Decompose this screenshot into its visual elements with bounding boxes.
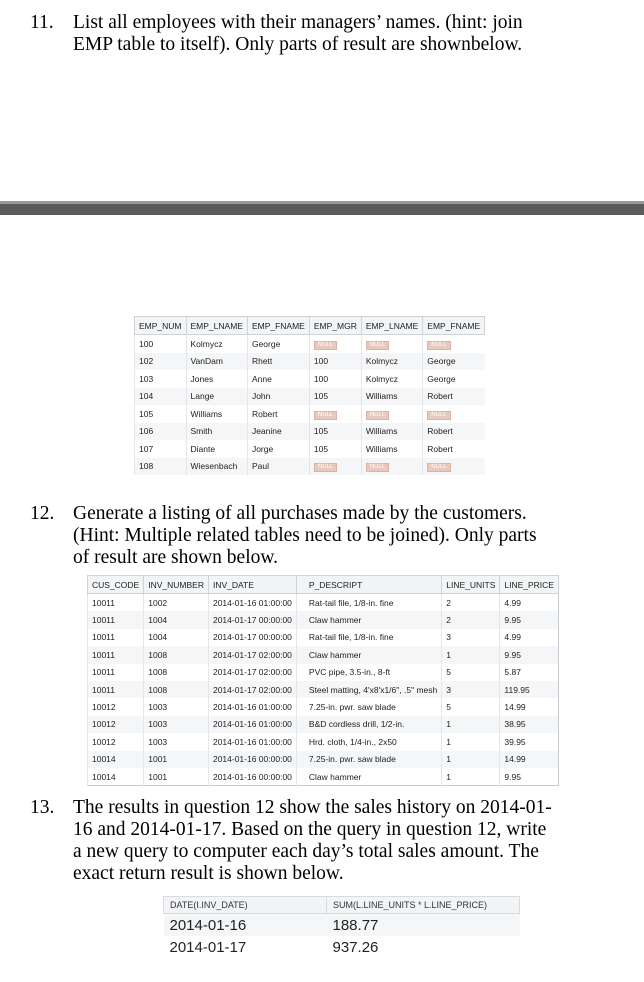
purchases-cell-line-units: 5 — [442, 698, 500, 715]
purchases-table-row — [88, 646, 559, 663]
purchases-header-line-units: LINE_UNITS — [442, 576, 500, 594]
purchases-cell-line-price: 39.95 — [500, 733, 559, 750]
question-12-number: 12. — [30, 503, 55, 524]
emp-table-row — [135, 335, 485, 353]
purchases-cell-inv-number: 1003 — [144, 733, 209, 750]
emp-table-row — [135, 370, 485, 388]
null-badge: NULL — [366, 411, 389, 420]
emp-cell-mgr-lname: Williams — [361, 388, 422, 406]
purchases-cell-inv-date: 2014-01-17 02:00:00 — [208, 646, 296, 663]
purchases-cell-inv-date: 2014-01-16 01:00:00 — [208, 716, 296, 733]
purchases-table-row — [88, 594, 559, 612]
purchases-cell-inv-date: 2014-01-17 02:00:00 — [208, 664, 296, 681]
emp-cell-mgr-lname: Kolmycz — [361, 370, 422, 388]
emp-cell-emp-fname: Anne — [247, 370, 309, 388]
purchases-cell-cus-code: 10011 — [88, 594, 144, 612]
purchases-cell-cus-code: 10012 — [88, 716, 144, 733]
emp-header-emp-lname: EMP_LNAME — [186, 317, 247, 335]
emp-cell-mgr-lname: Williams — [361, 440, 422, 458]
purchases-cell-inv-number: 1004 — [144, 611, 209, 628]
purchases-table-row — [88, 611, 559, 628]
emp-cell-emp-mgr — [309, 458, 361, 476]
emp-cell-emp-lname: Williams — [186, 405, 247, 423]
emp-table-row — [135, 405, 485, 423]
null-badge: NULL — [427, 411, 450, 420]
emp-table-row — [135, 458, 485, 476]
purchases-cell-line-price: 9.95 — [500, 611, 559, 628]
daily-sales-header-date: DATE(I.INV_DATE) — [164, 897, 327, 914]
emp-header-mgr-fname: EMP_FNAME — [423, 317, 485, 335]
purchases-cell-inv-date: 2014-01-16 01:00:00 — [208, 733, 296, 750]
question-11-line-1: List all employees with their managers’ names. (hint: join — [73, 12, 523, 33]
purchases-table-row — [88, 698, 559, 715]
purchases-table-row — [88, 664, 559, 681]
purchases-cell-line-price: 9.95 — [500, 768, 559, 786]
emp-cell-emp-lname: Diante — [186, 440, 247, 458]
purchases-cell-p-descript: Hrd. cloth, 1/4-in., 2x50 — [296, 733, 441, 750]
purchases-cell-inv-number: 1008 — [144, 664, 209, 681]
emp-cell-emp-mgr: 100 — [309, 353, 361, 371]
emp-result-table — [134, 316, 485, 475]
question-12-line-1: Generate a listing of all purchases made by the customers. — [73, 503, 527, 524]
null-badge: NULL — [366, 463, 389, 472]
emp-cell-emp-fname: Jorge — [247, 440, 309, 458]
purchases-cell-p-descript: Rat-tail file, 1/8-in. fine — [296, 629, 441, 646]
page-divider-bar — [0, 201, 644, 215]
purchases-cell-cus-code: 10014 — [88, 768, 144, 786]
purchases-table-row — [88, 751, 559, 768]
purchases-header-row — [88, 576, 559, 594]
daily-sales-date: 2014-01-17 — [169, 938, 247, 956]
purchases-cell-inv-number: 1001 — [144, 751, 209, 768]
question-13-line-1: The results in question 12 show the sales history on 2014-01- — [73, 797, 552, 818]
purchases-cell-line-price: 5.87 — [500, 664, 559, 681]
purchases-cell-line-units: 3 — [442, 629, 500, 646]
question-11-line-2: EMP table to itself). Only parts of result are shownbelow. — [73, 34, 523, 55]
emp-cell-emp-num: 104 — [135, 388, 187, 406]
purchases-cell-line-units: 3 — [442, 681, 500, 698]
emp-cell-mgr-fname: Robert — [423, 388, 485, 406]
purchases-table-row — [88, 733, 559, 750]
daily-sales-result-table — [163, 896, 520, 958]
purchases-cell-cus-code: 10014 — [88, 751, 144, 768]
emp-cell-mgr-fname: George — [423, 370, 485, 388]
purchases-cell-line-units: 1 — [442, 768, 500, 786]
emp-table-row — [135, 353, 485, 371]
purchases-cell-inv-date: 2014-01-16 00:00:00 — [208, 751, 296, 768]
purchases-cell-cus-code: 10011 — [88, 646, 144, 663]
emp-cell-emp-num: 105 — [135, 405, 187, 423]
purchases-cell-inv-date: 2014-01-17 00:00:00 — [208, 629, 296, 646]
purchases-cell-p-descript: PVC pipe, 3.5-in., 8-ft — [296, 664, 441, 681]
purchases-cell-line-units: 1 — [442, 733, 500, 750]
purchases-cell-cus-code: 10011 — [88, 611, 144, 628]
purchases-cell-line-units: 2 — [442, 611, 500, 628]
purchases-cell-inv-date: 2014-01-16 01:00:00 — [208, 594, 296, 612]
purchases-cell-line-price: 119.95 — [500, 681, 559, 698]
question-12 — [30, 503, 537, 569]
purchases-cell-line-price: 9.95 — [500, 646, 559, 663]
purchases-cell-line-units: 1 — [442, 646, 500, 663]
purchases-cell-line-units: 2 — [442, 594, 500, 612]
emp-cell-mgr-lname — [361, 458, 422, 476]
purchases-header-p-descript: P_DESCRIPT — [296, 576, 441, 594]
purchases-cell-inv-number: 1003 — [144, 698, 209, 715]
emp-header-emp-fname: EMP_FNAME — [247, 317, 309, 335]
purchases-table-row — [88, 681, 559, 698]
emp-cell-emp-fname: Rhett — [247, 353, 309, 371]
emp-cell-emp-lname: Smith — [186, 423, 247, 441]
emp-cell-emp-num: 107 — [135, 440, 187, 458]
emp-cell-emp-lname: Jones — [186, 370, 247, 388]
emp-cell-emp-lname: Wiesenbach — [186, 458, 247, 476]
emp-cell-emp-mgr — [309, 335, 361, 353]
purchases-table-row — [88, 768, 559, 786]
emp-cell-mgr-lname — [361, 405, 422, 423]
emp-table-row — [135, 423, 485, 441]
question-13-number: 13. — [30, 797, 55, 818]
emp-cell-emp-num: 108 — [135, 458, 187, 476]
purchases-header-line-price: LINE_PRICE — [500, 576, 559, 594]
emp-cell-emp-num: 102 — [135, 353, 187, 371]
question-12-line-3: of result are shown below. — [73, 547, 279, 568]
purchases-cell-p-descript: Rat-tail file, 1/8-in. fine — [296, 594, 441, 612]
null-badge: NULL — [427, 463, 450, 472]
purchases-cell-cus-code: 10011 — [88, 664, 144, 681]
emp-table-row — [135, 388, 485, 406]
null-badge: NULL — [314, 463, 337, 472]
emp-cell-mgr-fname: Robert — [423, 440, 485, 458]
purchases-cell-inv-date: 2014-01-16 00:00:00 — [208, 768, 296, 786]
purchases-cell-line-price: 14.99 — [500, 751, 559, 768]
purchases-cell-cus-code: 10012 — [88, 733, 144, 750]
daily-sales-row — [164, 936, 520, 958]
emp-header-emp-num: EMP_NUM — [135, 317, 187, 335]
emp-cell-emp-lname: VanDam — [186, 353, 247, 371]
purchases-cell-inv-date: 2014-01-17 02:00:00 — [208, 681, 296, 698]
emp-cell-emp-fname: Paul — [247, 458, 309, 476]
null-badge: NULL — [314, 411, 337, 420]
purchases-cell-p-descript: 7.25-in. pwr. saw blade — [296, 751, 441, 768]
daily-sales-total: 188.77 — [327, 914, 520, 937]
purchases-cell-line-units: 1 — [442, 751, 500, 768]
daily-sales-row — [164, 914, 520, 937]
emp-cell-mgr-fname: George — [423, 353, 485, 371]
question-13 — [30, 797, 552, 885]
emp-cell-emp-mgr — [309, 405, 361, 423]
emp-cell-emp-fname: John — [247, 388, 309, 406]
purchases-cell-line-price: 4.99 — [500, 594, 559, 612]
emp-cell-emp-lname: Lange — [186, 388, 247, 406]
daily-sales-header-sum: SUM(L.LINE_UNITS * L.LINE_PRICE) — [327, 897, 520, 914]
question-13-line-4: exact return result is shown below. — [73, 863, 344, 884]
purchases-result-table — [87, 575, 559, 786]
emp-cell-emp-mgr: 100 — [309, 370, 361, 388]
emp-header-emp-mgr: EMP_MGR — [309, 317, 361, 335]
purchases-cell-line-price: 38.95 — [500, 716, 559, 733]
emp-cell-emp-mgr: 105 — [309, 440, 361, 458]
purchases-cell-inv-number: 1008 — [144, 646, 209, 663]
purchases-cell-line-price: 4.99 — [500, 629, 559, 646]
purchases-cell-inv-number: 1008 — [144, 681, 209, 698]
purchases-header-cus-code: CUS_CODE — [88, 576, 144, 594]
purchases-cell-line-units: 5 — [442, 664, 500, 681]
emp-cell-mgr-lname: Kolmycz — [361, 353, 422, 371]
null-badge: NULL — [314, 341, 337, 350]
purchases-cell-line-price: 14.99 — [500, 698, 559, 715]
emp-cell-emp-num: 103 — [135, 370, 187, 388]
purchases-table-row — [88, 629, 559, 646]
emp-cell-emp-num: 100 — [135, 335, 187, 353]
purchases-cell-inv-date: 2014-01-16 01:00:00 — [208, 698, 296, 715]
emp-cell-emp-mgr: 105 — [309, 388, 361, 406]
question-13-line-2: 16 and 2014-01-17. Based on the query in question 12, write — [73, 819, 547, 840]
emp-cell-emp-fname: Robert — [247, 405, 309, 423]
purchases-cell-cus-code: 10011 — [88, 681, 144, 698]
question-11-number: 11. — [30, 12, 54, 33]
emp-cell-mgr-fname — [423, 458, 485, 476]
purchases-cell-p-descript: B&D cordless drill, 1/2-in. — [296, 716, 441, 733]
null-badge: NULL — [366, 341, 389, 350]
purchases-cell-p-descript: Claw hammer — [296, 646, 441, 663]
emp-cell-emp-mgr: 105 — [309, 423, 361, 441]
emp-cell-mgr-lname — [361, 335, 422, 353]
emp-table-body — [135, 335, 485, 476]
question-11 — [30, 12, 523, 56]
purchases-cell-inv-number: 1002 — [144, 594, 209, 612]
purchases-header-inv-date: INV_DATE — [208, 576, 296, 594]
purchases-cell-cus-code: 10011 — [88, 629, 144, 646]
purchases-cell-p-descript: Claw hammer — [296, 768, 441, 786]
purchases-cell-cus-code: 10012 — [88, 698, 144, 715]
emp-header-mgr-lname: EMP_LNAME — [361, 317, 422, 335]
emp-cell-mgr-fname — [423, 335, 485, 353]
null-badge: NULL — [427, 341, 450, 350]
purchases-cell-inv-number: 1003 — [144, 716, 209, 733]
emp-cell-emp-lname: Kolmycz — [186, 335, 247, 353]
purchases-cell-line-units: 1 — [442, 716, 500, 733]
emp-cell-emp-fname: George — [247, 335, 309, 353]
question-12-line-2: (Hint: Multiple related tables need to be joined). Only parts — [73, 525, 537, 546]
purchases-cell-inv-number: 1001 — [144, 768, 209, 786]
daily-sales-header-row — [164, 897, 520, 914]
emp-header-row — [135, 317, 485, 335]
purchases-header-inv-number: INV_NUMBER — [144, 576, 209, 594]
purchases-cell-p-descript: 7.25-in. pwr. saw blade — [296, 698, 441, 715]
emp-cell-emp-fname: Jeanine — [247, 423, 309, 441]
emp-table-row — [135, 440, 485, 458]
purchases-table-row — [88, 716, 559, 733]
question-13-line-3: a new query to computer each day’s total sales amount. The — [73, 841, 539, 862]
purchases-table-body — [88, 594, 559, 786]
emp-cell-emp-num: 106 — [135, 423, 187, 441]
daily-sales-total: 937.26 — [332, 938, 379, 956]
emp-cell-mgr-lname: Williams — [361, 423, 422, 441]
emp-cell-mgr-fname: Robert — [423, 423, 485, 441]
purchases-cell-inv-number: 1004 — [144, 629, 209, 646]
purchases-cell-p-descript: Claw hammer — [296, 611, 441, 628]
purchases-cell-p-descript: Steel matting, 4'x8'x1/6", .5" mesh — [296, 681, 441, 698]
daily-sales-date: 2014-01-16 — [164, 914, 327, 937]
emp-cell-mgr-fname — [423, 405, 485, 423]
purchases-cell-inv-date: 2014-01-17 00:00:00 — [208, 611, 296, 628]
